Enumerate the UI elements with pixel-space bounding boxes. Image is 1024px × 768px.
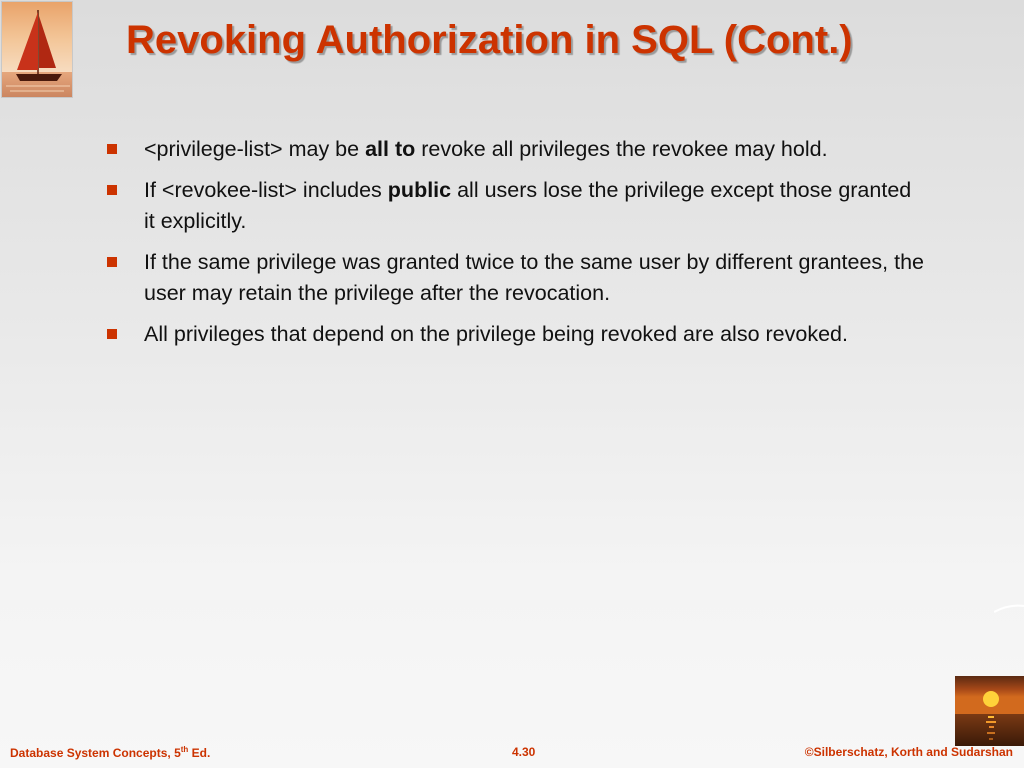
footer-book-title-text: Database System Concepts, 5 [10,746,181,760]
bullet-item [104,319,924,350]
bullet-bold-text: all to [365,137,416,161]
bullet-list [104,134,924,360]
square-bullet-icon [107,257,117,267]
square-bullet-icon [107,329,117,339]
footer-edition-superscript: th [180,745,189,754]
square-bullet-icon [107,185,117,195]
bullet-text: If <revokee-list> includes [144,178,388,202]
bullet-text: revoke all privileges the revokee may hold. [415,137,828,161]
sunset-image [955,676,1024,746]
bullet-item [104,134,924,165]
footer-copyright: ©Silberschatz, Korth and Sudarshan [804,745,1013,759]
decorative-swoosh [994,604,1024,614]
bullet-text: <privilege-list> may be [144,137,366,161]
sailboat-image [1,1,73,98]
square-bullet-icon [107,144,117,154]
bullet-text: All privileges that depend on the privilege being revoked are also revoked. [144,322,848,346]
bullet-text: all users lose the privilege except those granted it explicitly. [144,178,912,233]
bullet-item [104,247,924,309]
bullet-item [104,175,924,237]
footer-book-title [10,745,210,760]
footer-page-number: 4.30 [512,745,536,759]
slide-title: Revoking Authorization in SQL (Cont.) [126,18,853,62]
bullet-bold-text: public [387,178,452,202]
footer-edition-text: Ed. [188,746,211,760]
bullet-text: If the same privilege was granted twice to the same user by different grantees, the user may retain the privilege after the revocation. [144,250,924,305]
